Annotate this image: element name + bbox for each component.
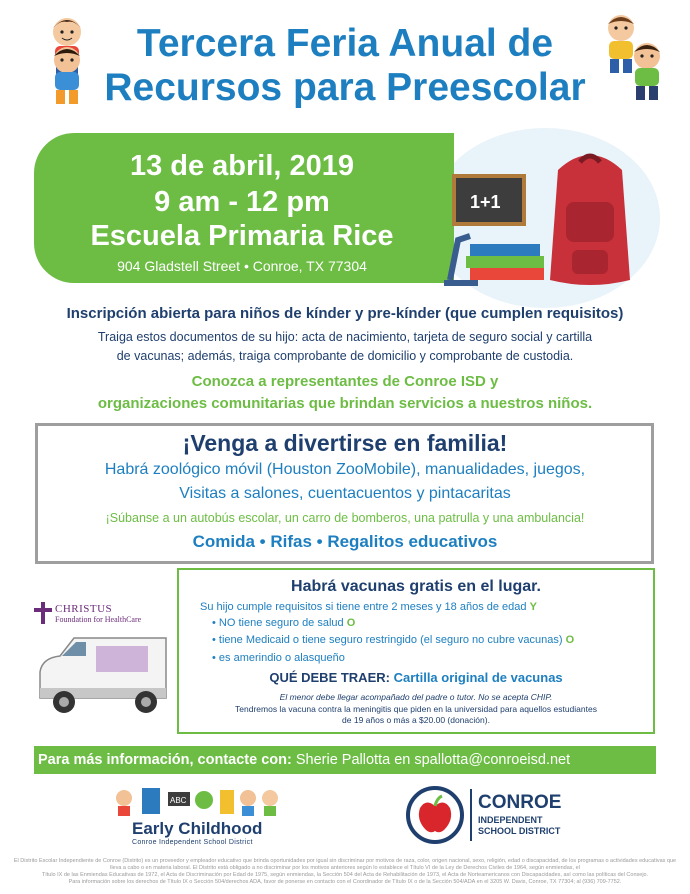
conroe-apple-logo-icon <box>406 786 464 844</box>
conroe-sub-2: SCHOOL DISTRICT <box>478 826 561 836</box>
eligibility-text: Su hijo cumple requisitos si tiene entre 2 meses y 18 años de edad <box>200 601 527 613</box>
vaccine-note-3: de 19 años o más a $20.00 (donación). <box>342 715 490 725</box>
documents-line-2: de vacunas; además, traiga comprobante de domicilio y comprobante de custodia. <box>116 349 574 363</box>
christus-cross-icon <box>34 602 52 624</box>
conroe-sub-1: INDEPENDENT <box>478 815 543 825</box>
event-time: 9 am - 12 pm <box>154 186 330 218</box>
family-fun-line-2: Visitas a salones, cuentacuentos y pintacaritas <box>179 485 511 502</box>
footer-line-1: El Distrito Escolar Independiente de Conroe (Distrito) es un proveedor y empleador educativo que brinda oportunidades por igual sin discriminar por motivos de raza, color, origen nacional, sexo, religión, edad o discapacidad, de los programas o actividades educativas que <box>13 858 677 864</box>
vaccine-bullet-1 <box>212 617 355 629</box>
mobile-clinic-van-icon <box>34 632 174 722</box>
conroe-name: CONROE <box>478 792 562 813</box>
what-to-bring-value: Cartilla original de vacunas <box>393 670 563 685</box>
title-line-2: Recursos para Preescolar <box>104 66 586 109</box>
vaccine-bullet-2 <box>212 634 574 646</box>
contact-label: Para más información, contacte con: <box>38 752 292 768</box>
conroe-logo-divider <box>470 789 472 841</box>
event-address: 904 Gladstell Street • Conroe, TX 77304 <box>117 258 367 274</box>
eligibility-and-mark: Y <box>529 601 537 613</box>
contact-value[interactable]: Sherie Pallotta en spallotta@conroeisd.net <box>295 752 571 768</box>
eligibility-line <box>200 601 537 613</box>
family-fun-line-4: Comida • Rifas • Regalitos educativos <box>192 532 498 551</box>
footer-line-2: lleva a cabo o en materia laboral. El Distrito está obligado a no discriminar por los motivos anteriores según lo establece el Título VI de la Ley de Derechos Civiles de 1964, según enmiendas, el <box>110 865 580 871</box>
sponsor-subtitle: Foundation for HealthCare <box>55 615 142 624</box>
bullet-2-text: • tiene Medicaid o tiene seguro restringido (el seguro no cubre vacunas) <box>212 634 563 646</box>
bullet-1-text: • NO tiene seguro de salud <box>212 617 344 629</box>
early-childhood-subtitle: Conroe Independent School District <box>132 839 253 846</box>
contact-text <box>38 752 570 768</box>
family-fun-line-3: ¡Súbanse a un autobús escolar, un carro de bomberos, una patrulla y una ambulancia! <box>105 511 585 525</box>
vaccine-note-1: El menor debe llegar acompañado del padre o tutor. No se acepta CHIP. <box>279 692 553 702</box>
backpack-books-icon <box>440 140 660 300</box>
early-childhood-kids-icon <box>112 782 282 818</box>
meet-line-2: organizaciones comunitarias que brindan servicios a nuestros niños. <box>97 395 593 412</box>
registration-heading: Inscripción abierta para niños de kínder y pre-kínder (que cumplen requisitos) <box>66 305 624 322</box>
documents-line-1: Traiga estos documentos de su hijo: acta de nacimiento, tarjeta de seguro social y cartilla <box>97 330 593 344</box>
title-line-1: Tercera Feria Anual de <box>136 22 554 65</box>
or-mark-1: O <box>346 617 356 629</box>
footer-line-4: Para información sobre los derechos de Título IX o Sección 504/derechos ADA, favor de ponerse en contacto con el Coordinador de Título IX o de la Sección 504/ADA en el 3205 W. Davis, Conroe, TX 77304; al (936) 709-7752. <box>68 879 622 885</box>
footer-line-3: Título IX de las Enmiendas Educativas de 1972, el Acta de Discriminación por Edad de 1975, según enmiendas, la Sección 504 del Acta de Rehabilitación de 1973, el Acta de Norteamericanos con Discapacidades, así como las políticas del Consejo. <box>41 872 649 878</box>
svg-text:ABC: ABC <box>170 796 187 805</box>
event-date: 13 de abril, 2019 <box>129 150 355 182</box>
svg-text:1+1: 1+1 <box>470 192 501 212</box>
family-fun-line-1: Habrá zoológico móvil (Houston ZooMobile), manualidades, juegos, <box>104 461 586 478</box>
meet-line-1: Conozca a representantes de Conroe ISD y <box>191 373 499 390</box>
vaccine-bullet-3: • es amerindio o alasqueño <box>212 652 345 664</box>
or-mark-2: O <box>565 634 575 646</box>
vaccines-title: Habrá vacunas gratis en el lugar. <box>291 578 541 595</box>
vaccine-note-2: Tendremos la vacuna contra la meningitis que piden en la universidad para aquellos estudiantes <box>235 704 597 714</box>
early-childhood-title: Early Childhood <box>132 819 263 838</box>
family-fun-title: ¡Venga a divertirse en familia! <box>182 430 508 456</box>
what-to-bring <box>177 670 655 685</box>
event-place: Escuela Primaria Rice <box>90 220 394 252</box>
sponsor-name: CHRISTUS <box>55 603 113 615</box>
what-to-bring-label: QUÉ DEBE TRAER: <box>269 670 390 685</box>
